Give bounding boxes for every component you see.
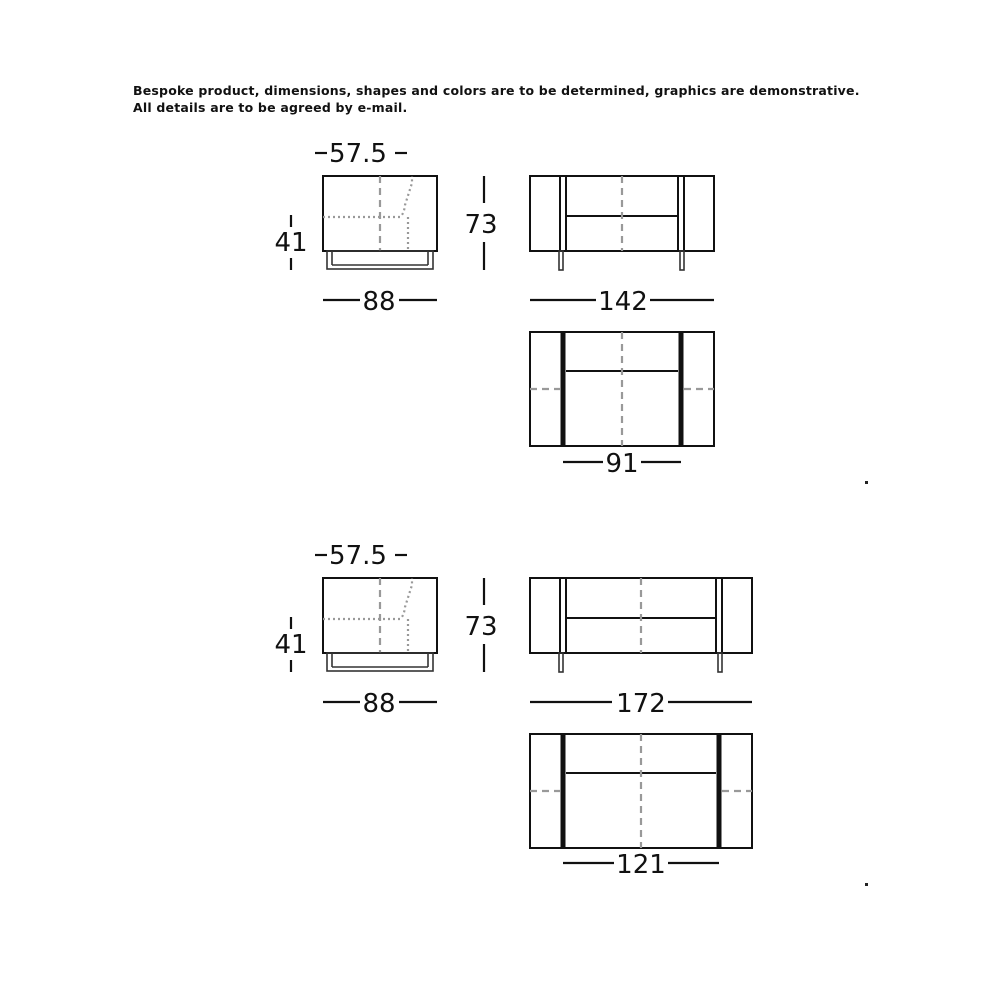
model-b-plan-view: [530, 734, 752, 848]
model-b-side-view: [323, 578, 437, 671]
model-b-dim-inner-width: 121: [616, 850, 666, 880]
model-b-dim-backrest-depth: 57.5: [329, 541, 387, 571]
model-a-dim-depth: 88: [362, 287, 396, 317]
model-a-dim-inner-width: 91: [605, 449, 639, 479]
model-a-dim-backrest-depth: 57.5: [329, 139, 387, 169]
model-a-drawings: [274, 139, 714, 479]
marker-dot: [865, 883, 868, 886]
model-a-front-view: [530, 176, 714, 270]
model-a-dim-seat-height: 41: [274, 228, 308, 258]
disclaimer-line-1: Bespoke product, dimensions, shapes and colors are to be determined, graphics are demonstrative.: [133, 83, 860, 98]
model-a-dim-height: 73: [464, 210, 498, 240]
model-b-front-view: [530, 578, 752, 672]
marker-dot: [865, 481, 868, 484]
model-b-dim-height: 73: [464, 612, 498, 642]
model-b-dim-seat-height: 41: [274, 630, 308, 660]
model-a-side-view: [323, 176, 437, 269]
model-b-drawings: [274, 541, 752, 880]
model-b-dim-width: 172: [616, 689, 666, 719]
model-b-dim-depth: 88: [362, 689, 396, 719]
model-a-dim-width: 142: [598, 287, 648, 317]
disclaimer-line-2: All details are to be agreed by e-mail.: [133, 100, 408, 115]
model-a-plan-view: [530, 332, 714, 446]
